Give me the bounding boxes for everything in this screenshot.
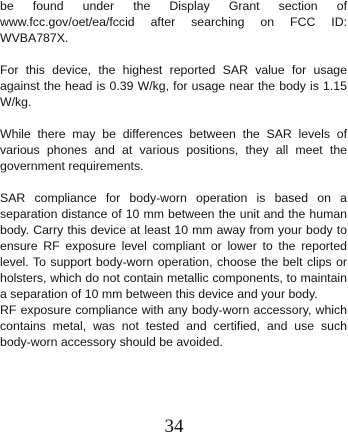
fcc-id-paragraph: be found under the Display Grant section of www.fcc.gov/oet/ea/fccid after searching on FCC ID: WVBA787X. bbox=[0, 0, 347, 45]
sar-differences-paragraph: While there may be differences between the SAR levels of various phones and at various positions, they all meet the government requirements. bbox=[0, 127, 347, 173]
accessory-compliance-paragraph: RF exposure compliance with any body-worn accessory, which contains metal, was not tested and certified, and use such body-worn accessory should be avoided. bbox=[0, 303, 347, 349]
body-worn-operation-paragraph: SAR compliance for body-worn operation is based on a separation distance of 10 mm between the unit and the human body. Carry this device at least 10 mm away from your body to ensure RF exposure level compliant or lower to the reported level. To support body-worn operation, choose the belt clips or holsters, which do not contain metallic components, to maintain a separation of 10 mm between this device and your body. bbox=[0, 191, 347, 301]
page-number: 34 bbox=[164, 416, 184, 437]
sar-values-paragraph: For this device, the highest reported SAR value for usage against the head is 0.39 W/kg, for usage near the body is 1.15 W/kg. bbox=[0, 63, 347, 109]
